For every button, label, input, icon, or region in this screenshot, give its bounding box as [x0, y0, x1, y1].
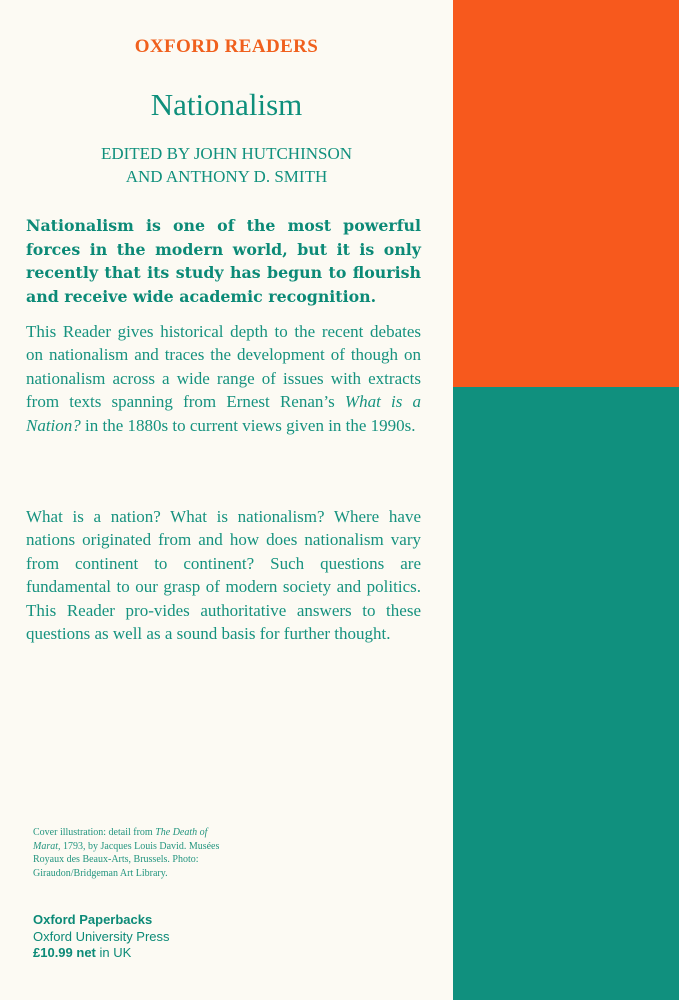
book-title: Nationalism [150, 87, 303, 122]
cover-illustration-credit [33, 826, 233, 880]
credit-italic-title: The Death of Marat, [33, 827, 208, 852]
series-name: OXFORD READERS [134, 36, 319, 57]
editors-line-1: EDITED BY JOHN HUTCHINSON [100, 144, 353, 163]
para1-text-end: in the 1880s to current views given in the 1990s. [80, 415, 416, 435]
para1-italic-title: What is a Nation? [26, 392, 422, 435]
para1-text-start: This Reader gives historical depth to the recent debates on nationalism and traces the development of though on nationalism across a wide range of issues with extracts from texts spanning from Ernest Renan’s [26, 322, 421, 412]
credit-text-end: 1793, by Jacques Louis David. Musées Royaux des Beaux-Arts, Brussels. Photo: Giraudon/Bridgeman Art Library. [33, 840, 220, 879]
price: £10.99 net [33, 945, 96, 960]
description-paragraph-2: What is a nation? What is nationalism? Where have nations originated from and how does nationalism vary from continent to continent? Such questions are fundamental to our grasp of modern society and politics. This Reader pro-vides authoritative answers to these questions as well as a sound basis for further thought. [26, 507, 421, 644]
price-region: in UK [95, 945, 132, 960]
publisher-info [33, 912, 273, 962]
orange-color-block [453, 0, 679, 387]
imprint: Oxford Paperbacks [33, 912, 153, 927]
editors-line-2: AND ANTHONY D. SMITH [125, 167, 328, 186]
lede-paragraph: Nationalism is one of the most powerful forces in the modern world, but it is only recently that its study has begun to flourish and receive wide academic recognition. [26, 216, 421, 306]
description-paragraph-1 [26, 320, 421, 437]
editors [0, 142, 453, 188]
credit-text-start: Cover illustration: detail from [33, 827, 156, 838]
price-line [33, 945, 273, 962]
publisher-name: Oxford University Press [33, 928, 170, 944]
teal-color-block [453, 387, 679, 1000]
